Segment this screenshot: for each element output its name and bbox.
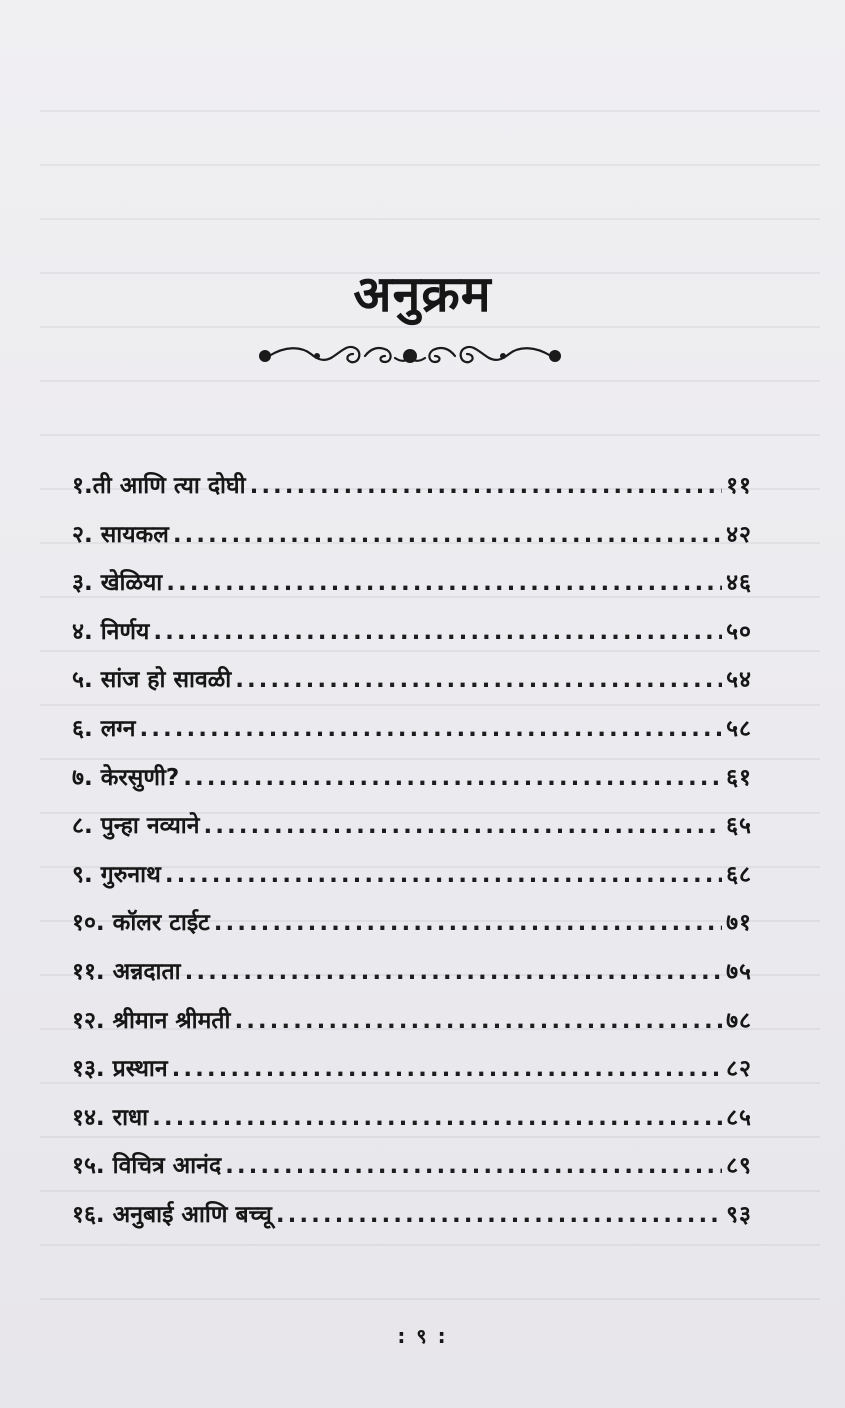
toc-entry[interactable] xyxy=(72,954,752,1003)
toc-entry-title: १५. विचित्र आनंद xyxy=(72,1153,222,1180)
toc-entry-page: ७८ xyxy=(726,1007,752,1034)
toc-entry-page: ११ xyxy=(726,473,752,499)
dot-leader xyxy=(140,716,723,742)
dot-leader xyxy=(235,667,722,693)
dot-leader xyxy=(234,1008,722,1034)
toc-entry-title: ६. लग्न xyxy=(72,715,136,742)
dot-leader xyxy=(214,910,722,936)
toc-entry-page: ८९ xyxy=(726,1153,752,1180)
toc-entry[interactable] xyxy=(72,1197,752,1246)
toc-entry-page: ५४ xyxy=(726,667,752,694)
toc-entry-title: १०. कॉलर टाईट xyxy=(72,910,210,937)
toc-entry-page: ६१ xyxy=(726,764,752,791)
dot-leader xyxy=(185,959,722,985)
toc-entry[interactable] xyxy=(72,905,752,954)
toc-entry[interactable] xyxy=(72,1100,752,1149)
toc-entry-page: ४६ xyxy=(726,570,752,597)
toc-entry-title: १३. प्रस्थान xyxy=(72,1056,168,1083)
table-of-contents xyxy=(72,468,752,1246)
dot-leader xyxy=(250,473,723,499)
toc-entry-page: ५० xyxy=(726,618,752,645)
toc-entry-title: १४. राधा xyxy=(72,1104,149,1131)
toc-entry-title: १२. श्रीमान श्रीमती xyxy=(72,1007,231,1034)
page-title: अनुक्रम xyxy=(353,265,492,323)
dot-leader xyxy=(172,1056,722,1082)
toc-entry-page: ५८ xyxy=(726,715,752,742)
dot-leader xyxy=(166,570,722,596)
dot-leader xyxy=(204,813,723,839)
toc-entry-title: ३. खेळिया xyxy=(72,570,163,597)
decorative-divider-icon xyxy=(255,332,565,380)
page-number: : ९ : xyxy=(397,1324,448,1348)
toc-entry-title: ११. अन्नदाता xyxy=(72,958,181,985)
toc-entry-page: ६५ xyxy=(726,813,752,840)
dot-leader xyxy=(152,1105,722,1131)
toc-entry-title: ४. निर्णय xyxy=(72,618,150,645)
toc-entry[interactable] xyxy=(72,760,752,809)
toc-entry-page: ९३ xyxy=(726,1201,752,1228)
dot-leader xyxy=(173,522,722,548)
dot-leader xyxy=(165,862,722,888)
toc-entry[interactable] xyxy=(72,1148,752,1197)
dot-leader xyxy=(276,1202,722,1228)
toc-entry[interactable] xyxy=(72,468,752,517)
toc-entry[interactable] xyxy=(72,711,752,760)
toc-entry[interactable] xyxy=(72,614,752,663)
toc-entry-page: ६८ xyxy=(726,861,752,888)
dot-leader xyxy=(153,619,722,645)
toc-entry-page: ७१ xyxy=(726,910,752,937)
toc-entry-page: ७५ xyxy=(726,958,752,985)
toc-entry[interactable] xyxy=(72,1051,752,1100)
toc-entry-title: ९. गुरुनाथ xyxy=(72,861,161,888)
toc-entry-page: ८५ xyxy=(726,1104,752,1131)
toc-entry[interactable] xyxy=(72,1003,752,1052)
toc-entry-title: २. सायकल xyxy=(72,521,169,548)
dot-leader xyxy=(225,1153,722,1179)
toc-entry-title: ५. सांज हो सावळी xyxy=(72,667,232,694)
toc-entry[interactable] xyxy=(72,857,752,906)
dot-leader xyxy=(183,765,722,791)
toc-entry[interactable] xyxy=(72,517,752,566)
toc-entry-page: ४२ xyxy=(726,521,752,548)
toc-entry[interactable] xyxy=(72,808,752,857)
toc-entry-title: १.ती आणि त्या दोघी xyxy=(72,473,246,499)
toc-entry[interactable] xyxy=(72,662,752,711)
toc-entry[interactable] xyxy=(72,565,752,614)
toc-entry-page: ८२ xyxy=(726,1056,752,1083)
toc-entry-title: ७. केरसुणी? xyxy=(72,764,180,791)
toc-entry-title: १६. अनुबाई आणि बच्चू xyxy=(72,1201,272,1228)
toc-entry-title: ८. पुन्हा नव्याने xyxy=(72,813,200,840)
